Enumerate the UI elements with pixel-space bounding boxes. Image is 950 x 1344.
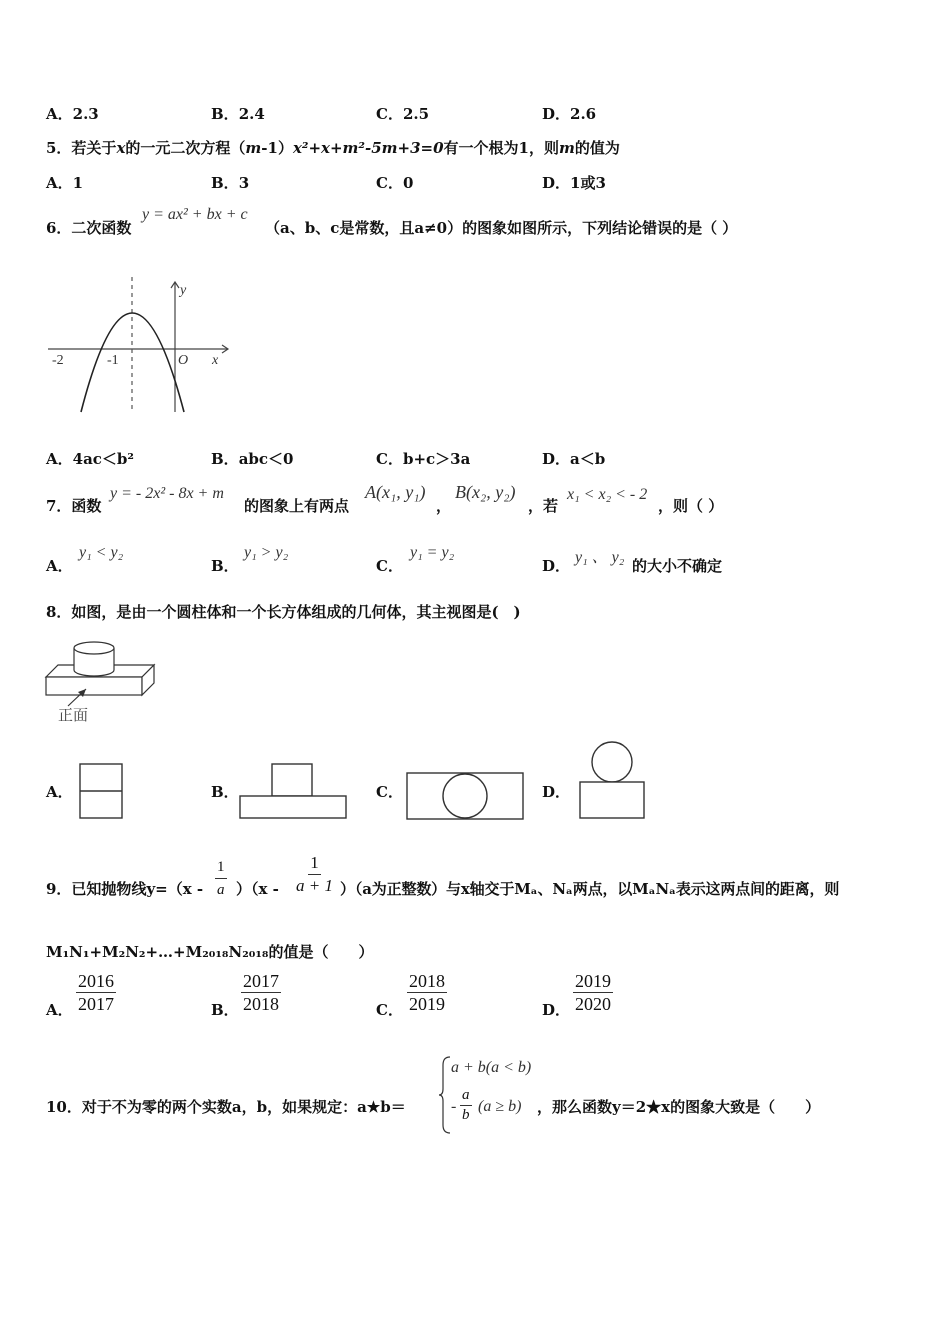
q4-option-a[interactable]: A．2.3 <box>46 105 99 123</box>
q10-case-2-cond: (a ≥ b) <box>478 1098 522 1115</box>
q6-parabola-graph <box>44 272 234 422</box>
q7-point-b: B(x₂, y₂) <box>455 482 516 502</box>
q6-option-c[interactable]: C．b+c＞3a <box>376 450 471 468</box>
q8-solid-figure <box>44 640 164 726</box>
q7-stem-c: ，若 <box>528 497 559 515</box>
q7-option-a[interactable]: A． <box>46 557 73 575</box>
q8-option-a[interactable]: A． <box>46 783 73 801</box>
q9-frac-2: $\frac{1}{a + 1}$ <box>296 853 333 895</box>
q7-option-d-tail: 的大小不确定 <box>632 557 723 575</box>
q8-option-d[interactable]: D． <box>542 783 571 801</box>
q9-stem-d: M₁N₁+M₂N₂+…+M₂₀₁₈N₂₀₁₈的值是（ ） <box>46 943 374 961</box>
q8-option-d-figure <box>578 740 646 822</box>
q7-condition: x₁ < x₂ < - 2 <box>567 486 648 503</box>
q8-front-label: 正面 <box>58 706 89 724</box>
q6-tick-neg2: -2 <box>52 353 64 368</box>
q4-option-d[interactable]: D．2.6 <box>542 105 597 123</box>
q6-stem-tail: （a、b、c是常数，且a≠0）的图象如图所示，下列结论错误的是（ ） <box>265 219 738 237</box>
q6-formula: y = ax² + bx + c <box>142 206 248 223</box>
q6-tick-neg1: -1 <box>107 353 119 368</box>
q7-option-b-expr: y₁ > y₂ <box>244 544 289 561</box>
q9-option-c[interactable]: C． <box>376 1001 403 1019</box>
q9-stem-a: 9．已知抛物线y=（x - <box>46 880 204 898</box>
q7-formula: y = - 2x² - 8x + m <box>110 485 224 502</box>
q7-stem-a: 7．函数 <box>46 497 102 515</box>
q10-stem-b: ，那么函数y＝2★x的图象大致是（ ） <box>537 1098 821 1116</box>
q7-stem-d: ，则（ ） <box>658 497 724 515</box>
q4-option-b[interactable]: B．2.4 <box>211 105 265 123</box>
q8-cylinder-top <box>74 642 114 654</box>
q8-option-c[interactable]: C． <box>376 783 403 801</box>
q5-option-d[interactable]: D．1或3 <box>542 174 606 192</box>
q9-option-a-frac: $\frac{2016}{2017}$ <box>78 971 114 1014</box>
q7-option-d[interactable]: D． <box>542 557 571 575</box>
q10-case-1: a + b(a < b) <box>451 1059 532 1076</box>
q7-option-d-expr: y₁ 、 y₂ <box>575 549 625 566</box>
q8-option-b[interactable]: B． <box>211 783 239 801</box>
q7-option-b[interactable]: B． <box>211 557 239 575</box>
q7-option-a-expr: y₁ < y₂ <box>79 544 124 561</box>
q9-option-b-frac: $\frac{2017}{2018}$ <box>243 971 279 1014</box>
q9-stem-b: ）（x - <box>236 880 279 898</box>
q8-stem: 8．如图，是由一个圆柱体和一个长方体组成的几何体，其主视图是( ) <box>46 603 521 621</box>
q9-option-a[interactable]: A． <box>46 1001 73 1019</box>
q7-stem-b: 的图象上有两点 <box>244 497 350 515</box>
q10-stem-a: 10．对于不为零的两个实数a，b，如果规定：a★b＝ <box>46 1098 406 1116</box>
q6-origin-label: O <box>178 353 189 368</box>
q8-option-a-figure <box>78 762 124 820</box>
q6-x-label: x <box>212 353 219 368</box>
q6-option-b[interactable]: B．abc＜0 <box>211 450 294 468</box>
q6-stem: 6．二次函数 <box>46 219 132 237</box>
q5-option-a[interactable]: A．1 <box>46 174 84 192</box>
q9-option-d-frac: $\frac{2019}{2020}$ <box>575 971 611 1014</box>
q6-option-d[interactable]: D．a＜b <box>542 450 606 468</box>
q8-option-c-figure <box>405 771 525 821</box>
q9-stem-c: ）（a为正整数）与x轴交于Mₐ、Nₐ两点，以MₐNₐ表示这两点间的距离，则 <box>340 880 840 898</box>
q9-option-b[interactable]: B． <box>211 1001 239 1019</box>
q10-case-2-sign: - <box>451 1098 457 1115</box>
q10-brace <box>438 1055 452 1135</box>
q5-option-b[interactable]: B．3 <box>211 174 250 192</box>
q9-option-d[interactable]: D． <box>542 1001 571 1019</box>
q6-y-label: y <box>180 283 187 298</box>
q5-option-c[interactable]: C．0 <box>376 174 414 192</box>
q4-option-c[interactable]: C．2.5 <box>376 105 430 123</box>
q6-option-a[interactable]: A．4ac＜b² <box>46 450 134 468</box>
q7-point-a: A(x₁, y₁) <box>365 482 426 502</box>
q9-option-c-frac: $\frac{2018}{2019}$ <box>409 971 445 1014</box>
q5-stem: 5．若关于x的一元二次方程（m-1）x²+x+m²-5m+3=0有一个根为1，则m的值为 <box>46 139 620 157</box>
q7-option-c-expr: y₁ = y₂ <box>410 544 455 561</box>
q7-option-c[interactable]: C． <box>376 557 403 575</box>
q7-separator: ， <box>436 497 452 515</box>
q9-frac-1: $\frac{1}{a}$ <box>215 856 227 901</box>
q8-option-b-figure <box>238 762 350 820</box>
q10-case-2-frac: $\frac{a}{b}$ <box>462 1087 470 1123</box>
